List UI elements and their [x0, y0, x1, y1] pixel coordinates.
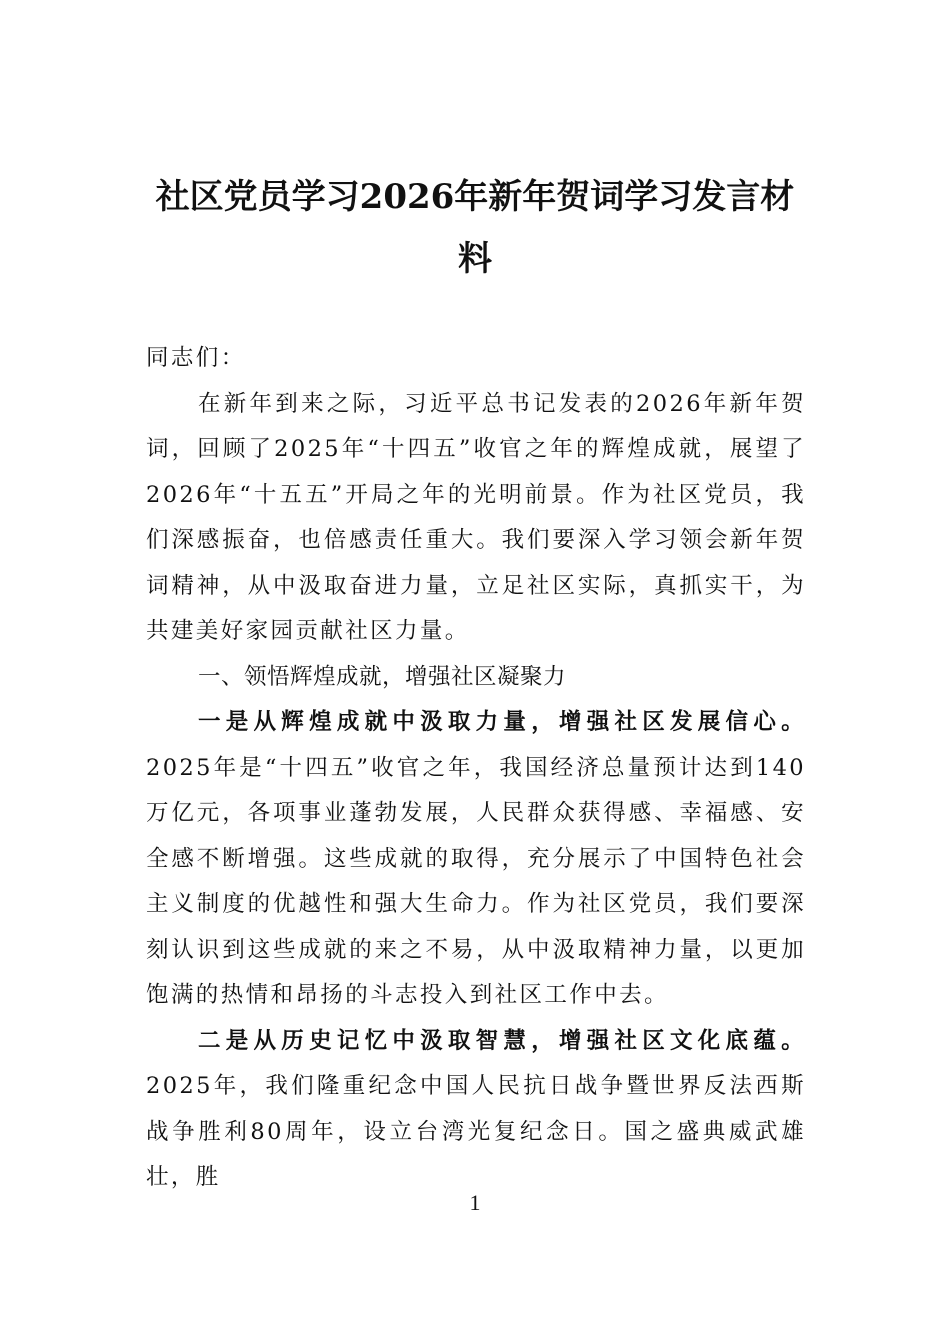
document-title [140, 166, 810, 290]
paragraph-text: 2025年，我们隆重纪念中国人民抗日战争暨世界反法西斯战争胜利80周年，设立台湾光复纪念日。国之盛典威武雄壮，胜 [146, 1073, 806, 1190]
paragraph-lead: 一是从辉煌成就中汲取力量，增强社区发展信心。 [198, 709, 806, 735]
title-line-2: 料 [458, 239, 492, 279]
paragraph-text: 2025年是“十四五”收官之年，我国经济总量预计达到140万亿元，各项事业蓬勃发展，人民群众获得感、幸福感、安全感不断增强。这些成就的取得，充分展示了中国特色社会主义制度的优越性和强大生命力。作为社区党员，我们要深刻认识到这些成就的来之不易，从中汲取精神力量，以更加饱满的热情和昂扬的斗志投入到社区工作中去。 [146, 754, 806, 1008]
document-body [146, 336, 806, 1201]
title-line-1: 社区党员学习2026年新年贺词学习发言材 [155, 177, 795, 217]
page-number: 1 [469, 1190, 481, 1215]
body-paragraph-1 [146, 700, 806, 1019]
body-paragraph-2 [146, 1019, 806, 1201]
intro-paragraph: 在新年到来之际，习近平总书记发表的2026年新年贺词，回顾了2025年“十四五”收官之年的辉煌成就，展望了2026年“十五五”开局之年的光明前景。作为社区党员，我们深感振奋，也倍感责任重大。我们要深入学习领会新年贺词精神，从中汲取奋进力量，立足社区实际，真抓实干，为共建美好家园贡献社区力量。 [146, 390, 806, 644]
paragraph-lead: 二是从历史记忆中汲取智慧，增强社区文化底蕴。 [198, 1027, 806, 1054]
section-heading: 一、领悟辉煌成就，增强社区凝聚力 [198, 663, 567, 690]
salutation: 同志们： [146, 345, 246, 371]
